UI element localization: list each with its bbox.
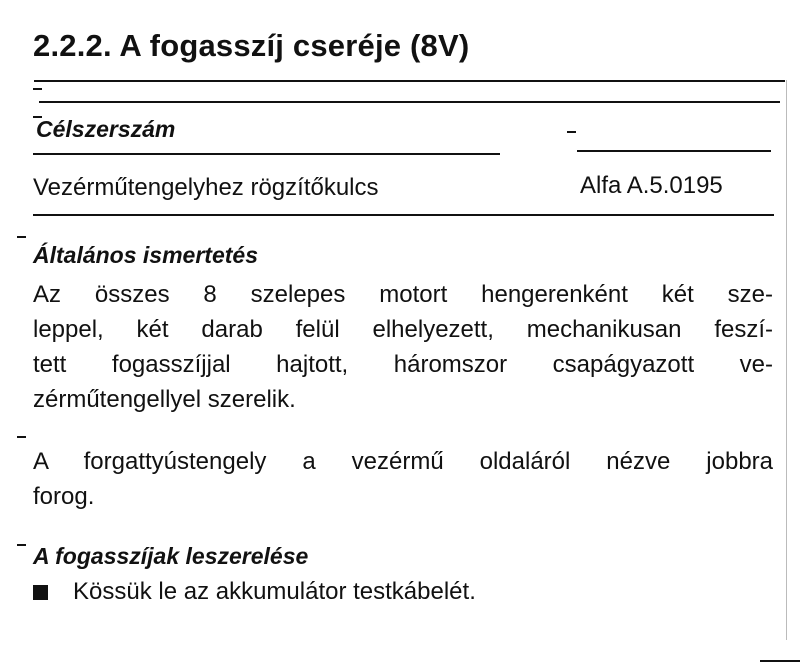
special-tool-bottom-rule	[33, 214, 774, 216]
rotation-paragraph	[33, 444, 773, 514]
margin-tick	[17, 544, 26, 546]
general-line: leppel, két darab felül elhelyezett, mechanikusan feszí-	[33, 316, 773, 343]
special-tool-left-rule	[33, 153, 500, 155]
special-tool-top-rule	[39, 101, 780, 103]
removal-heading: A fogasszíjak leszerelése	[33, 543, 309, 569]
margin-tick	[17, 236, 26, 238]
removal-step-item	[33, 578, 476, 606]
general-line: zérműtengellyel szerelik.	[33, 386, 296, 413]
general-paragraph	[33, 277, 773, 417]
margin-tick	[33, 88, 42, 90]
removal-step-text: Kössük le az akkumulátor testkábelét.	[73, 578, 476, 605]
special-tool-right-rule	[577, 150, 771, 152]
scan-edge-line	[786, 80, 787, 640]
margin-tick	[17, 436, 26, 438]
rotation-line: A forgattyústengely a vezérmű oldaláról nézve jobbra	[33, 448, 773, 475]
special-tool-name: Vezérműtengelyhez rögzítőkulcs	[33, 174, 379, 201]
general-line: Az összes 8 szelepes motort hengerenként két sze-	[33, 281, 773, 308]
general-line: tett fogasszíjjal hajtott, háromszor csapágyazott ve-	[33, 351, 773, 378]
special-tool-heading: Célszerszám	[36, 116, 176, 142]
black-square-bullet-icon	[33, 585, 48, 600]
general-heading: Általános ismertetés	[33, 242, 258, 268]
rotation-line: forog.	[33, 483, 95, 510]
page-title: 2.2.2. A fogasszíj cseréje (8V)	[33, 28, 470, 63]
margin-tick	[567, 131, 576, 133]
special-tool-code: Alfa A.5.0195	[580, 172, 723, 199]
scan-edge-mark	[760, 660, 800, 662]
title-underline	[34, 80, 785, 82]
